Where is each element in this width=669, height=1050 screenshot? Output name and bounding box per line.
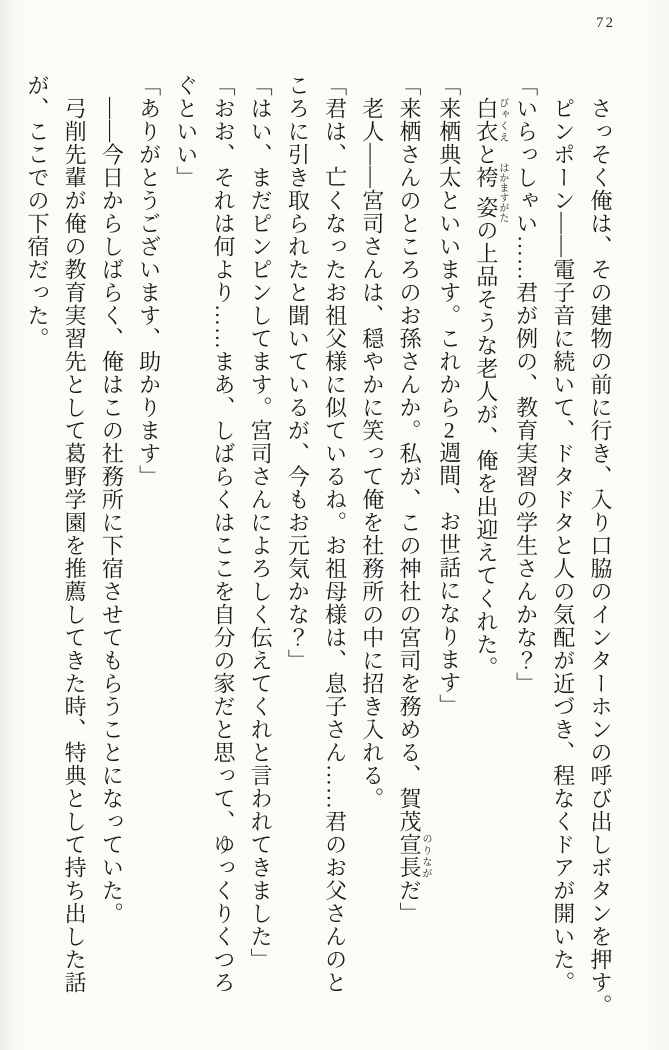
- page-text: [19, 74, 619, 1022]
- text-column: 「ありがとうございます、助かります」: [136, 74, 162, 488]
- ruby-annotated-text: 袴姿はかますがた: [473, 162, 508, 223]
- text-column: さっそく俺は、その建物の前に行き、入り口脇のインターホンの呼び出しボタンを押す。: [588, 97, 613, 1017]
- text-column: ピンポーン――電子音に続いて、ドタドタと人の気配が近づき、程なくドアが開いた。: [550, 97, 576, 994]
- text-column: 「来栖典太といいます。これから2週間、お世話になります」: [436, 74, 462, 717]
- text-column: が、ここでの下宿だった。: [24, 74, 50, 350]
- text-column: ころに引き取られたと聞いているが、今もお元気かな？」: [285, 74, 311, 672]
- text-column: ――今日からしばらく、俺はこの社務所に下宿させてもらうことになっていた。: [99, 97, 125, 925]
- text-column: 弓削先輩が俺の教育実習先として葛野学園を推薦してきた時、特典として持ち出した話: [62, 97, 88, 994]
- upright-digit: 2: [443, 419, 455, 441]
- ruby-annotated-text: 白衣びゃくえ: [473, 97, 508, 143]
- text-column: 「来栖さんのところのお孫さんか。私が、この神社の宮司を務める、賀茂宣長のりながだ」: [396, 74, 431, 925]
- text-column: 「君は、亡くなったお祖父様に似ているね。お祖母様は、息子さん……君のお父さんのと: [322, 74, 348, 994]
- text-column: 「はい、まだピンピンしてます。宮司さんによろしく伝えてくれと言われてきました」: [248, 74, 274, 971]
- text-column: 老人――宮司さんは、穏やかに笑って俺を社務所の中に招き入れる。: [359, 97, 385, 810]
- text-column: ぐといい」: [173, 74, 199, 189]
- text-column: 白衣びゃくえと袴姿はかますがたの上品そうな老人が、俺を出迎えてくれた。: [473, 97, 508, 679]
- text-column: 「おお、それは何より……まあ、しばらくはここを自分の家だと思って、ゆっくりくつろ: [210, 74, 236, 994]
- text-column: 「いらっしゃい……君が例の、教育実習の学生さんかな？」: [513, 74, 539, 695]
- ruby-annotated-text: 宣長のりなが: [396, 833, 431, 879]
- page-number: 72: [596, 15, 615, 31]
